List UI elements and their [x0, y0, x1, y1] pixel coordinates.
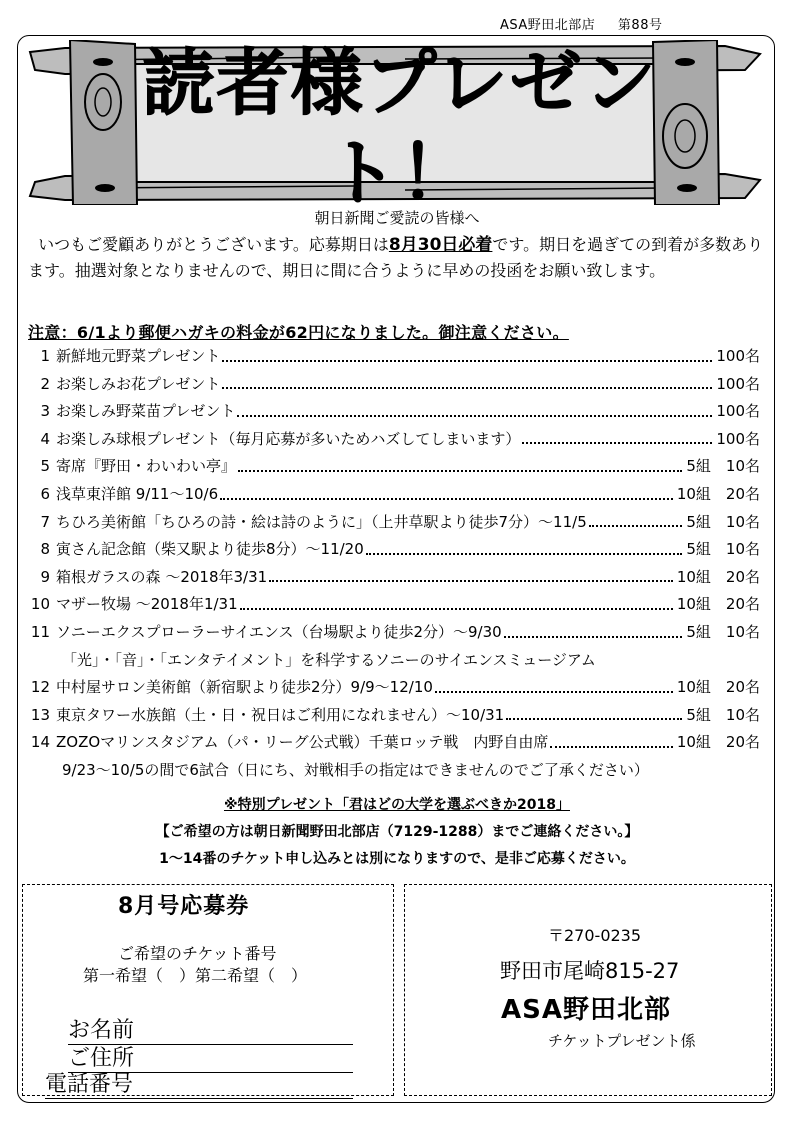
- mailing-address: [404, 884, 772, 1096]
- prize-list: [28, 343, 768, 785]
- deadline: 8月30日必着: [388, 235, 493, 255]
- name-field[interactable]: お名前: [68, 1013, 353, 1045]
- prize-item: [28, 426, 768, 454]
- address-field[interactable]: ご住所: [68, 1041, 353, 1073]
- leader-dots: [222, 360, 712, 362]
- postal-code: 〒270-0235: [548, 926, 642, 945]
- prize-quantity: 5組 10名: [686, 622, 760, 641]
- prize-item: [28, 453, 768, 481]
- prize-item: [28, 371, 768, 399]
- postage-notice: 注意：6/1より郵便ハガキの料金が62円になりました。御注意ください。: [28, 323, 569, 342]
- prize-text: 寄席『野田・わいわい亭』: [56, 457, 237, 476]
- prize-quantity: 10組 20名: [676, 567, 760, 586]
- prize-number: 11: [30, 622, 50, 641]
- prize-item: [28, 647, 768, 675]
- prize-item: [28, 729, 768, 757]
- leader-dots: [550, 746, 672, 748]
- prize-number: 5: [40, 457, 50, 476]
- prize-quantity: 100名: [716, 402, 760, 421]
- prize-text: 新鮮地元野菜プレゼント: [56, 347, 221, 365]
- prize-text: 中村屋サロン美術館（新宿駅より徒歩2分）9/9～12/10: [56, 678, 433, 697]
- leader-dots: [240, 608, 673, 610]
- prize-text: お楽しみ野菜苗プレゼント: [56, 402, 236, 421]
- prize-number: 3: [40, 402, 50, 421]
- prize-text: 寅さん記念館（柴又駅より徒歩8分）～11/20: [56, 540, 364, 559]
- intro-text-1: いつもご愛顧ありがとうございます。応募期日は: [38, 235, 389, 254]
- leader-dots: [269, 580, 673, 582]
- street-address: 野田市尾崎815-27: [500, 959, 680, 983]
- prize-number: 1: [40, 347, 50, 365]
- prize-text: ソニーエクスプローラーサイエンス（台場駅より徒歩2分）～9/30: [56, 622, 502, 641]
- prize-text: ZOZOマリンスタジアム（パ・リーグ公式戦）千葉ロッテ戦 内野自由席: [56, 733, 549, 752]
- greeting: 朝日新聞ご愛読の皆様へ: [314, 209, 480, 227]
- prize-text: お楽しみ球根プレゼント（毎月応募が多いためハズしてしまいます）: [56, 429, 521, 448]
- prize-number: 9: [40, 567, 50, 586]
- ticket-number-label: ご希望のチケット番号: [118, 944, 277, 963]
- prize-number: 12: [30, 678, 50, 697]
- leader-dots: [238, 470, 682, 472]
- coupon-title: 8月号応募券: [118, 894, 250, 919]
- prize-text: 9/23～10/5の間で6試合（日にち、対戦相手の指定はできませんのでご了承ください）: [62, 760, 649, 779]
- prize-number: 2: [40, 374, 50, 393]
- leader-dots: [504, 636, 683, 638]
- prize-text: 東京タワー水族館（土・日・祝日はご利用になれません）～10/31: [56, 705, 505, 724]
- prize-item: [28, 398, 768, 426]
- leader-dots: [589, 525, 683, 527]
- prize-text: 「光」・「音」・「エンタテイメント」を科学するソニーのサイエンスミュージアム: [62, 650, 596, 669]
- prize-number: 8: [40, 540, 50, 559]
- prize-text: 浅草東洋館 9/11～10/6: [56, 484, 219, 503]
- leader-dots: [220, 498, 673, 500]
- leader-dots: [366, 553, 683, 555]
- entry-coupon: [22, 884, 394, 1096]
- intro-paragraph: [28, 232, 776, 284]
- prize-item: [28, 509, 768, 537]
- prize-item: [28, 481, 768, 509]
- prize-item: [28, 702, 768, 730]
- recipient-shop: ASA野田北部: [501, 995, 671, 1025]
- prize-quantity: 5組 10名: [686, 512, 760, 531]
- prize-item: [28, 564, 768, 592]
- leader-dots: [435, 691, 673, 693]
- special-contact: 【ご希望の方は朝日新聞野田北部店（7129-1288）までご連絡ください。】: [155, 824, 639, 840]
- prize-text: お楽しみお花プレゼント: [56, 374, 221, 393]
- prize-number: 14: [30, 733, 50, 752]
- issue-header: [500, 14, 680, 33]
- issue-number: 第88号: [617, 18, 663, 33]
- banner-title: 読者様プレゼント！: [142, 41, 658, 215]
- leader-dots: [506, 718, 682, 720]
- prize-item: [28, 591, 768, 619]
- phone-field[interactable]: 電話番号: [45, 1067, 353, 1099]
- special-present: [0, 792, 794, 873]
- leader-dots: [222, 387, 712, 389]
- special-note: 1～14番のチケット申し込みとは別になりますので、是非ご応募ください。: [159, 851, 635, 867]
- shop-name: ASA野田北部店: [500, 18, 596, 33]
- prize-quantity: 100名: [716, 374, 760, 393]
- prize-quantity: 10組 20名: [676, 595, 760, 614]
- prize-quantity: 5組 10名: [686, 540, 760, 559]
- prize-quantity: 5組 10名: [686, 457, 760, 476]
- special-title: ※特別プレゼント「君はどの大学を選ぶべきか2018」: [223, 797, 570, 813]
- prize-number: 7: [40, 512, 50, 531]
- prize-item: [28, 757, 768, 785]
- prize-number: 6: [40, 484, 50, 503]
- prize-text: マザー牧場 ～2018年1/31: [56, 595, 238, 614]
- recipient-dept: チケットプレゼント係: [548, 1032, 696, 1050]
- prize-number: 10: [30, 595, 50, 614]
- choice-fields[interactable]: 第一希望（ ）第二希望（ ）: [83, 966, 308, 985]
- prize-quantity: 10組 20名: [676, 733, 760, 752]
- prize-quantity: 10組 20名: [676, 484, 760, 503]
- prize-quantity: 10組 20名: [676, 678, 760, 697]
- prize-number: 13: [30, 705, 50, 724]
- prize-quantity: 100名: [716, 429, 760, 448]
- leader-dots: [522, 442, 712, 444]
- wood-banner: [25, 40, 765, 215]
- prize-quantity: 5組 10名: [686, 705, 760, 724]
- prize-text: ちひろ美術館「ちひろの詩・絵は詩のように」（上井草駅より徒歩7分）～11/5: [56, 512, 587, 531]
- prize-item: [28, 343, 768, 371]
- prize-text: 箱根ガラスの森 ～2018年3/31: [56, 567, 268, 586]
- prize-item: [28, 536, 768, 564]
- leader-dots: [237, 415, 712, 417]
- prize-number: 4: [40, 429, 50, 448]
- prize-item: [28, 674, 768, 702]
- prize-quantity: 100名: [716, 347, 760, 365]
- prize-item: [28, 619, 768, 647]
- intro-text-2: です。期日を過ぎての到着が多数あります。抽選対象となりませんので、期日に間に合うように早めの投函をお願い致します。: [28, 235, 764, 280]
